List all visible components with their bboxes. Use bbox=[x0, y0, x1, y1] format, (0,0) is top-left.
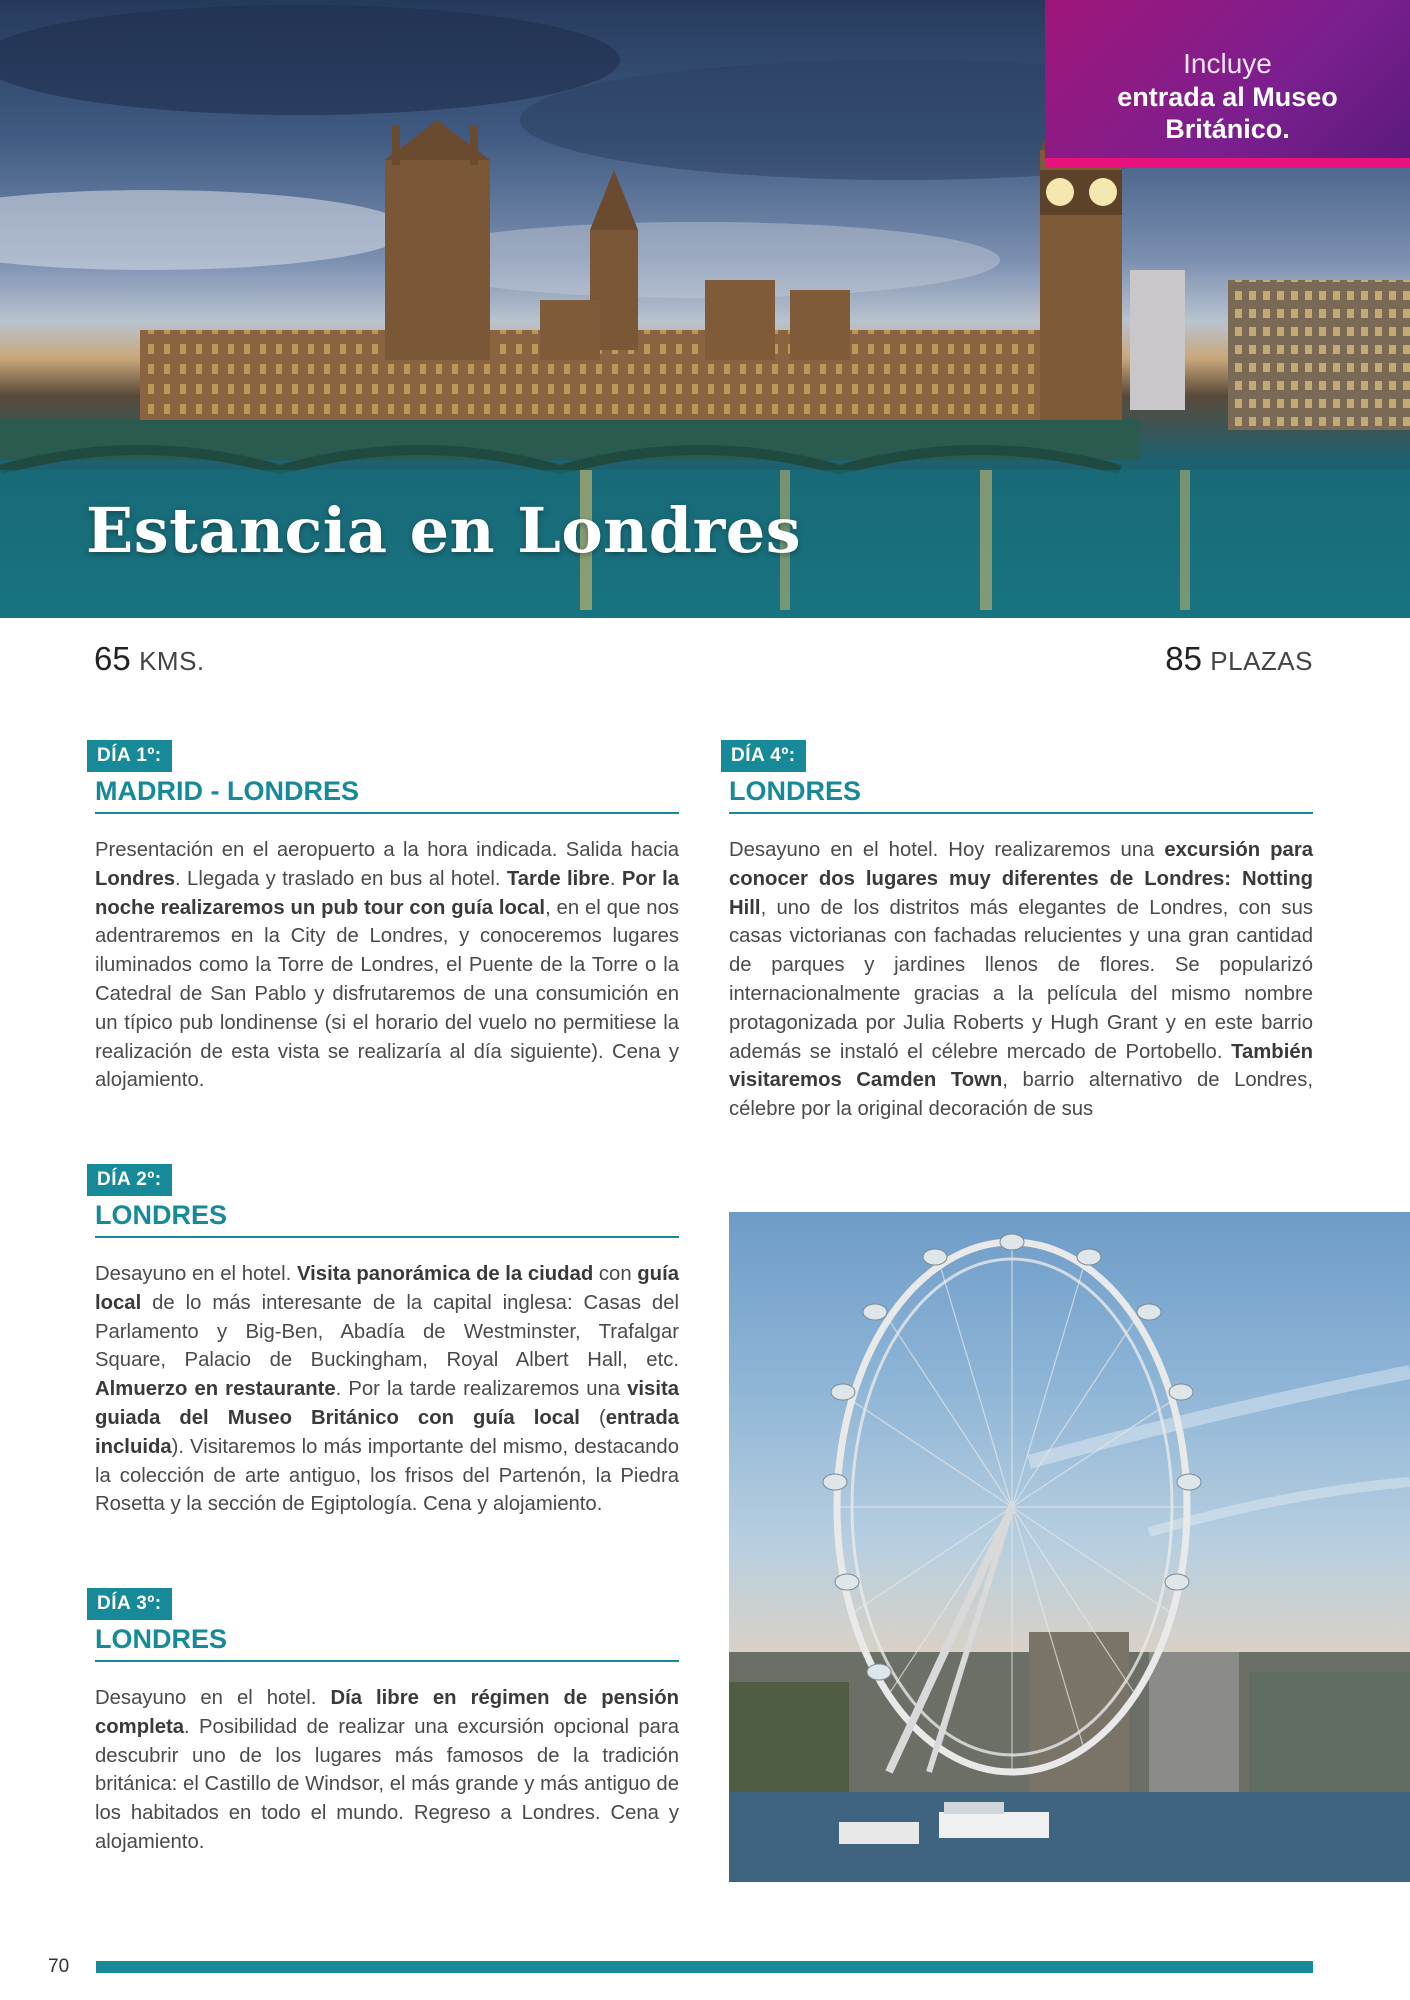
promo-badge bbox=[1045, 0, 1410, 168]
bold-text: visita guiada del Museo Británico con guía local bbox=[95, 1378, 679, 1429]
footer-accent-bar bbox=[96, 1961, 1313, 1973]
day-title: MADRID - LONDRES bbox=[95, 776, 679, 814]
day-section-4 bbox=[729, 740, 1313, 1121]
text-run: con bbox=[593, 1263, 638, 1285]
stat-kms bbox=[94, 640, 205, 678]
day-description bbox=[95, 836, 679, 1095]
stat-plazas bbox=[1165, 640, 1313, 678]
day-section-1 bbox=[95, 740, 679, 1095]
day-section-2 bbox=[95, 1164, 679, 1519]
day-title: LONDRES bbox=[729, 776, 1313, 814]
bold-text: Londres bbox=[95, 867, 176, 890]
stat-plazas-value: 85 bbox=[1165, 640, 1202, 677]
text-run: Desayuno en el hotel. bbox=[95, 1687, 331, 1709]
page-number: 70 bbox=[48, 1956, 70, 1977]
text-run: ( bbox=[579, 1406, 606, 1429]
bold-text: Día libre en régimen de pensión completa bbox=[95, 1687, 679, 1738]
bold-text: Almuerzo en restaurante bbox=[95, 1378, 336, 1401]
day-description bbox=[95, 1260, 679, 1519]
day-description bbox=[95, 1684, 679, 1857]
day-description bbox=[729, 836, 1313, 1121]
promo-line: Incluye bbox=[1183, 48, 1272, 79]
day-badge: DÍA 3º: bbox=[87, 1588, 172, 1620]
text-run: ). Visitaremos lo más importante del mismo, destacando la colección de arte antiguo, los frisos del Partenón, la Piedra Rosetta y la sección de Egiptología. Cena y alojamiento. bbox=[95, 1435, 679, 1516]
text-run: Desayuno en el hotel. bbox=[95, 1263, 297, 1285]
london-eye-illustration bbox=[729, 1212, 1410, 1882]
bold-text: Por la noche realizaremos un pub tour con guía local bbox=[95, 867, 679, 919]
london-eye-photo bbox=[729, 1212, 1410, 1882]
text-run: , en el que nos adentraremos en la City de Londres, y conoceremos lugares iluminados como la Torre de Londres, el Puente de la Torre o la Catedral de San Pablo y disfrutaremos de una consumición en un típico pub londinense (si el horario del vuelo no permitiese la realización de esta vista se realizaría al día siguiente). Cena y alojamiento. bbox=[95, 896, 679, 1092]
bold-text: Tarde libre bbox=[506, 867, 610, 890]
day-badge: DÍA 1º: bbox=[87, 740, 172, 772]
text-run: , uno de los distritos más elegantes de Londres, con sus casas victorianas con fachadas relucientes y una gran cantidad de parques y jardines llenos de flores. Se popularizó internacionalmente gracias a la película del mismo nombre protagonizada por Julia Roberts y Hugh Grant y en este barrio además se instaló el célebre mercado de Portobello. bbox=[729, 896, 1313, 1063]
page-title: Estancia en Londres bbox=[86, 494, 802, 567]
promo-line-bold: entrada al Museo bbox=[1117, 82, 1338, 112]
promo-line-bold: Británico. bbox=[1165, 114, 1290, 144]
day-section-3 bbox=[95, 1588, 679, 1857]
text-run: , barrio alternativo de Londres, célebre por la original decoración de sus bbox=[729, 1069, 1313, 1121]
text-run: de lo más interesante de la capital inglesa: Casas del Parlamento y Big-Ben, Abadía de Westminster, Trafalgar Square, Palacio de Buckingham, Royal Albert Hall, etc. bbox=[95, 1291, 679, 1372]
promo-accent-bar bbox=[1045, 158, 1410, 168]
bold-text: guía local bbox=[95, 1263, 679, 1314]
text-run: Presentación en el aeropuerto a la hora indicada. Salida hacia bbox=[95, 839, 679, 861]
text-run: . Por la tarde realizaremos una bbox=[335, 1378, 628, 1401]
text-run: Desayuno en el hotel. Hoy realizaremos una bbox=[729, 839, 1165, 861]
bold-text: Visita panorámica de la ciudad bbox=[297, 1263, 594, 1285]
bold-text: excursión para conocer dos lugares muy diferentes de Londres: Notting Hill bbox=[729, 839, 1313, 919]
day-badge: DÍA 2º: bbox=[87, 1164, 172, 1196]
day-badge: DÍA 4º: bbox=[721, 740, 806, 772]
bold-text: entrada incluida bbox=[95, 1406, 679, 1458]
stat-kms-unit: KMS. bbox=[139, 646, 205, 676]
day-title: LONDRES bbox=[95, 1624, 679, 1662]
stat-kms-value: 65 bbox=[94, 640, 131, 677]
stat-plazas-unit: PLAZAS bbox=[1210, 646, 1313, 676]
day-title: LONDRES bbox=[95, 1200, 679, 1238]
text-run: . bbox=[609, 867, 622, 890]
bold-text: También visitaremos Camden Town bbox=[729, 1040, 1313, 1092]
hero-photo bbox=[0, 0, 1410, 618]
text-run: . Posibilidad de realizar una excursión opcional para descubrir uno de los lugares más famosos de la tradición británica: el Castillo de Windsor, el más grande y más antiguo de los habitados en todo el mundo. Regreso a Londres. Cena y alojamiento. bbox=[95, 1715, 679, 1853]
text-run: . Llegada y traslado en bus al hotel. bbox=[175, 867, 507, 890]
